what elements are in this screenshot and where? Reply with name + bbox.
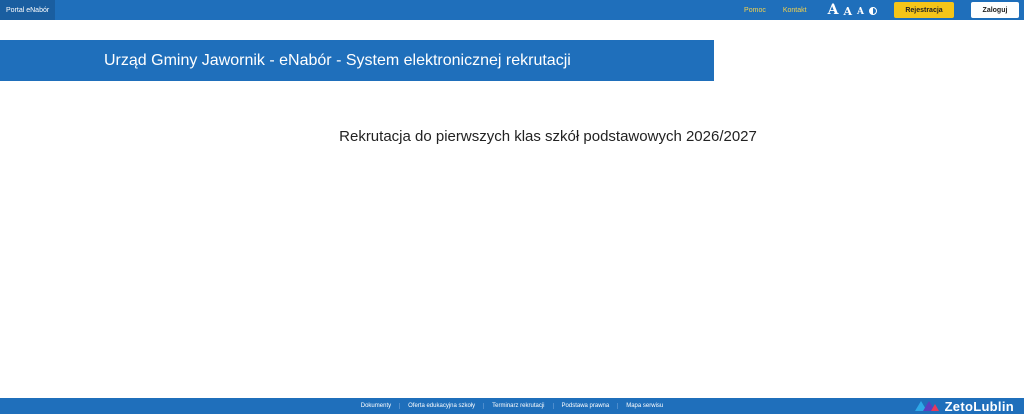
- zeto-logo-text: ZetoLublin: [944, 398, 1014, 414]
- font-size-medium-button[interactable]: A: [843, 5, 853, 18]
- footer-links: [353, 403, 671, 409]
- recruitment-subtitle: Rekrutacja do pierwszych klas szkół podstawowych 2026/2027: [339, 128, 757, 145]
- font-size-controls: [828, 3, 877, 17]
- footer-link-documents[interactable]: Dokumenty: [353, 403, 400, 409]
- brand-link[interactable]: Portal eNabór: [0, 0, 55, 20]
- font-size-small-button[interactable]: A: [857, 7, 864, 17]
- contact-link[interactable]: Kontakt: [782, 6, 807, 14]
- footer-link-sitemap[interactable]: Mapa serwisu: [626, 403, 664, 409]
- zeto-logo[interactable]: [915, 398, 1014, 414]
- title-banner: [0, 40, 714, 81]
- register-button[interactable]: Rejestracja: [894, 2, 954, 18]
- footer-link-school-offer[interactable]: Oferta edukacyjna szkoły: [400, 403, 484, 409]
- top-bar: [0, 0, 1024, 20]
- footer: [0, 398, 1024, 414]
- help-link[interactable]: Pomoc: [744, 6, 766, 14]
- login-button[interactable]: Zaloguj: [971, 2, 1019, 18]
- top-right-controls: [744, 0, 1024, 20]
- zeto-logo-mark-icon: [915, 401, 939, 411]
- footer-link-legal-basis[interactable]: Podstawa prawna: [554, 403, 619, 409]
- contrast-icon[interactable]: [869, 7, 877, 15]
- page-title: Urząd Gminy Jawornik - eNabór - System elektronicznej rekrutacji: [104, 51, 571, 69]
- footer-link-schedule[interactable]: Terminarz rekrutacji: [484, 403, 553, 409]
- font-size-large-button[interactable]: A: [827, 2, 839, 18]
